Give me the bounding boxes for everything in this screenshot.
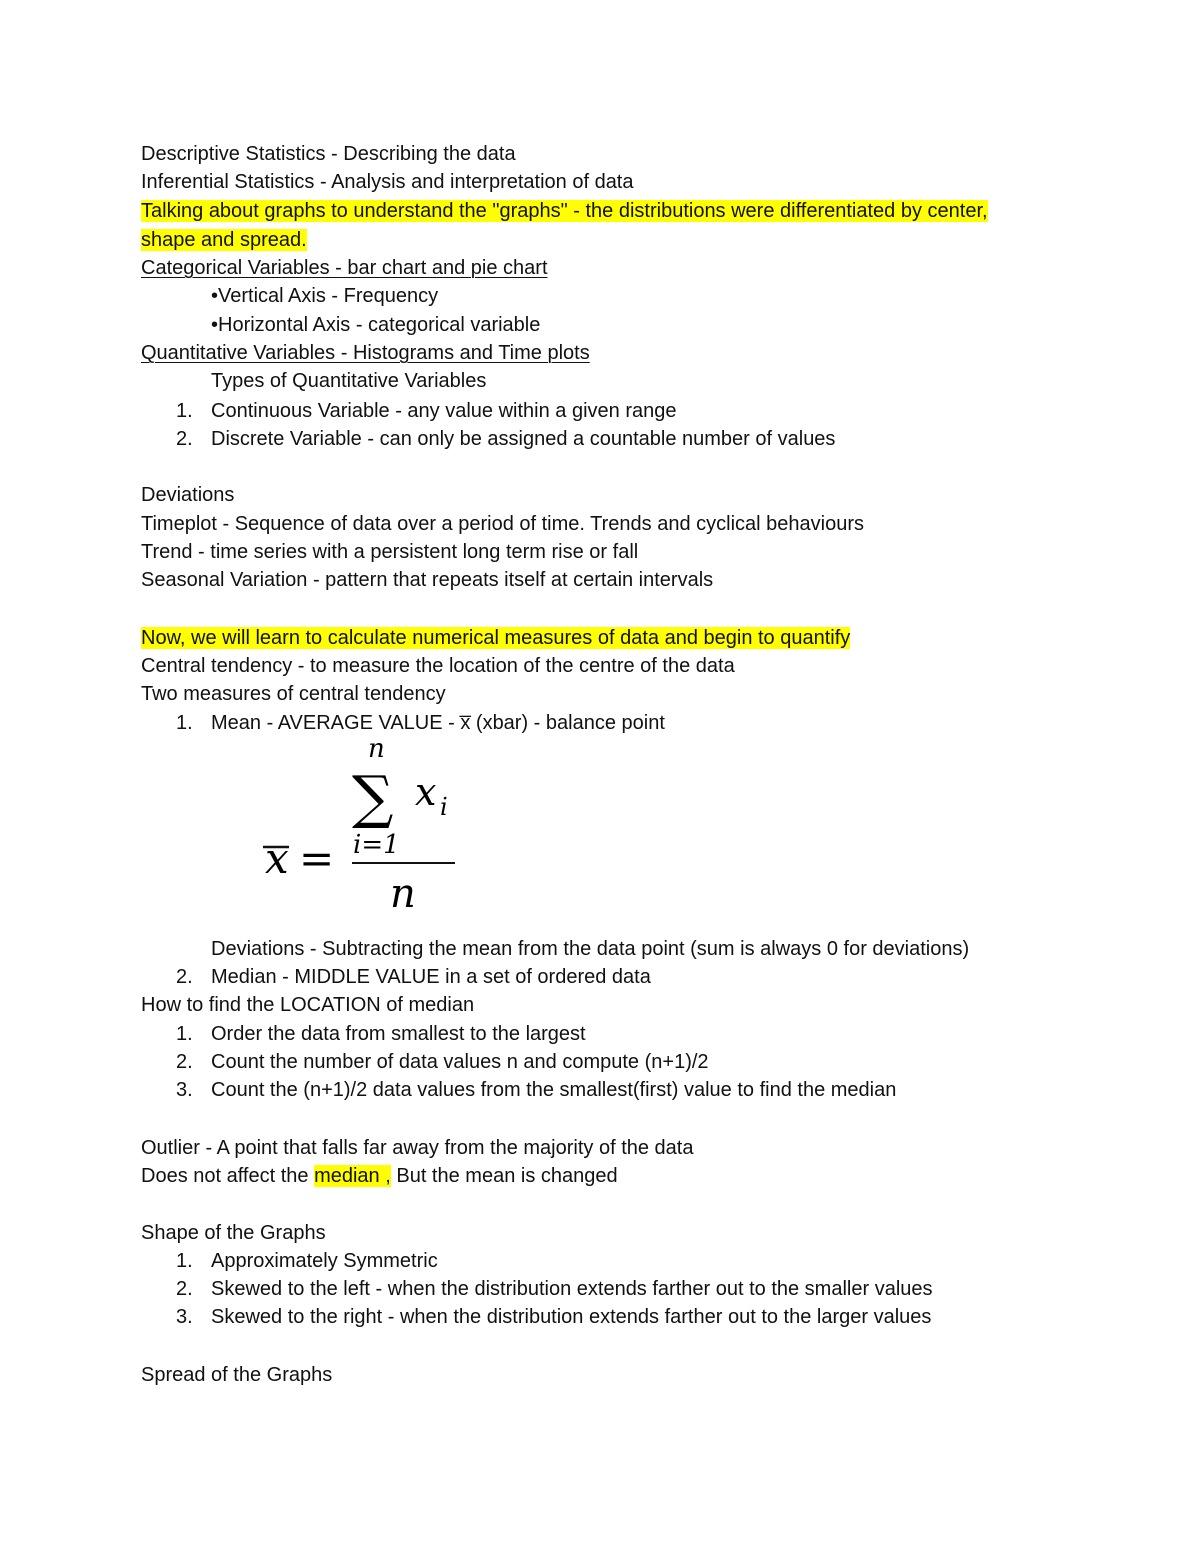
line-mean-deviations: Deviations - Subtracting the mean from the data point (sum is always 0 for deviations): [211, 938, 970, 960]
list-number: 1.: [176, 1023, 193, 1045]
heading-spread-of-graphs: Spread of the Graphs: [141, 1364, 333, 1386]
list-item-skewed-right: Skewed to the right - when the distribution extends farther out to the larger values: [211, 1306, 932, 1328]
list-number: 3.: [176, 1079, 193, 1101]
line-types-quantitative: Types of Quantitative Variables: [211, 370, 487, 392]
formula-xbar: x: [265, 834, 289, 883]
line-descriptive-statistics: Descriptive Statistics - Describing the data: [141, 143, 516, 165]
formula-lower-limit: i=1: [353, 830, 400, 860]
line-deviations: Deviations: [141, 484, 235, 506]
formula-upper-limit: n: [368, 735, 385, 764]
list-number: 1.: [176, 400, 193, 422]
line-timeplot: Timeplot - Sequence of data over a period of time. Trends and cyclical behaviours: [141, 513, 864, 535]
list-item-symmetric: Approximately Symmetric: [211, 1250, 438, 1272]
line-trend: Trend - time series with a persistent long term rise or fall: [141, 541, 639, 563]
list-item-order-data: Order the data from smallest to the largest: [211, 1023, 586, 1045]
line-median-location: How to find the LOCATION of median: [141, 994, 475, 1016]
heading-quantitative-variables: Quantitative Variables - Histograms and Time plots: [141, 342, 590, 364]
highlighted-median: median ,: [314, 1165, 391, 1187]
line-two-measures: Two measures of central tendency: [141, 683, 446, 705]
highlighted-numerical-measures: Now, we will learn to calculate numerical measures of data and begin to quantify: [141, 627, 851, 649]
outlier-effect-end: But the mean is changed: [390, 1165, 618, 1187]
bullet-horizontal-axis: •Horizontal Axis - categorical variable: [211, 314, 541, 336]
formula-term-subscript: i: [440, 793, 448, 821]
line-central-tendency: Central tendency - to measure the location of the centre of the data: [141, 655, 735, 677]
line-inferential-statistics: Inferential Statistics - Analysis and interpretation of data: [141, 171, 634, 193]
formula-equals: =: [299, 834, 335, 883]
line-seasonal-variation: Seasonal Variation - pattern that repeats itself at certain intervals: [141, 569, 714, 591]
list-number: 3.: [176, 1306, 193, 1328]
formula-denominator: n: [390, 871, 416, 915]
heading-shape-of-graphs: Shape of the Graphs: [141, 1222, 326, 1244]
line-outlier: Outlier - A point that falls far away from the majority of the data: [141, 1137, 694, 1159]
highlighted-note-line-2: shape and spread.: [141, 229, 307, 251]
list-number: 2.: [176, 1051, 193, 1073]
list-item-mean: Mean - AVERAGE VALUE - x̅ (xbar) - balance point: [211, 712, 665, 734]
highlighted-note-line-1: Talking about graphs to understand the "graphs" - the distributions were differentiated by center,: [141, 200, 988, 222]
list-item-continuous: Continuous Variable - any value within a given range: [211, 400, 677, 422]
heading-categorical-variables: Categorical Variables - bar chart and pie chart: [141, 257, 548, 279]
line-outlier-effect: [141, 1164, 618, 1188]
list-number: 2.: [176, 1278, 193, 1300]
bullet-vertical-axis: •Vertical Axis - Frequency: [211, 285, 439, 307]
formula-term-x: x: [415, 770, 437, 814]
list-item-median: Median - MIDDLE VALUE in a set of ordered data: [211, 966, 651, 988]
list-number: 1.: [176, 712, 193, 734]
list-item-discrete: Discrete Variable - can only be assigned a countable number of values: [211, 428, 836, 450]
formula-sigma: ∑: [352, 763, 394, 831]
list-number: 2.: [176, 966, 193, 988]
list-item-skewed-left: Skewed to the left - when the distribution extends farther out to the smaller values: [211, 1278, 933, 1300]
list-number: 2.: [176, 428, 193, 450]
outlier-effect-start: Does not affect the: [141, 1165, 315, 1187]
list-item-find-median: Count the (n+1)/2 data values from the smallest(first) value to find the median: [211, 1079, 897, 1101]
list-item-count-values: Count the number of data values n and compute (n+1)/2: [211, 1051, 709, 1073]
mean-formula: [255, 735, 475, 915]
list-number: 1.: [176, 1250, 193, 1272]
